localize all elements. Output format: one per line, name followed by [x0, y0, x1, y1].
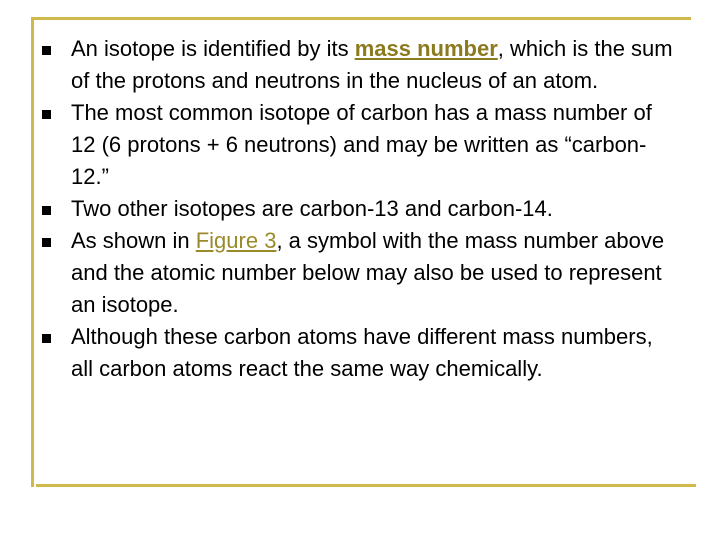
square-bullet-icon — [42, 334, 51, 343]
square-bullet-icon — [42, 238, 51, 247]
frame-top-line — [31, 17, 691, 20]
bullet-item-figure-3 — [36, 225, 676, 321]
square-bullet-icon — [42, 206, 51, 215]
bullet-item-react-same — [36, 321, 676, 385]
bullet-text: An isotope is identified by its — [71, 36, 355, 61]
square-bullet-icon — [42, 110, 51, 119]
bullet-item-other-isotopes — [36, 193, 676, 225]
bullet-item-carbon-12 — [36, 97, 676, 193]
bullet-text: Two other isotopes are carbon-13 and carbon-14. — [71, 196, 553, 221]
bullet-list — [36, 33, 676, 385]
figure-3-link[interactable]: Figure 3 — [195, 228, 277, 253]
square-bullet-icon — [42, 46, 51, 55]
bullet-text: The most common isotope of carbon has a mass number of 12 (6 protons + 6 neutrons) and may be written as “carbon-12.” — [71, 100, 652, 189]
frame-bottom-line — [36, 484, 696, 487]
mass-number-link[interactable]: mass number — [354, 36, 498, 61]
bullet-text: , which is the sum of the protons and neutrons in the nucleus of an atom. — [71, 36, 673, 93]
frame-left-line — [31, 17, 34, 487]
bullet-text: Although these carbon atoms have different mass numbers, all carbon atoms react the same way chemically. — [71, 324, 653, 381]
bullet-item-mass-number — [36, 33, 676, 97]
bullet-text: , a symbol with the mass number above and the atomic number below may also be used to represent an isotope. — [71, 228, 665, 317]
bullet-text: As shown in — [71, 228, 196, 253]
